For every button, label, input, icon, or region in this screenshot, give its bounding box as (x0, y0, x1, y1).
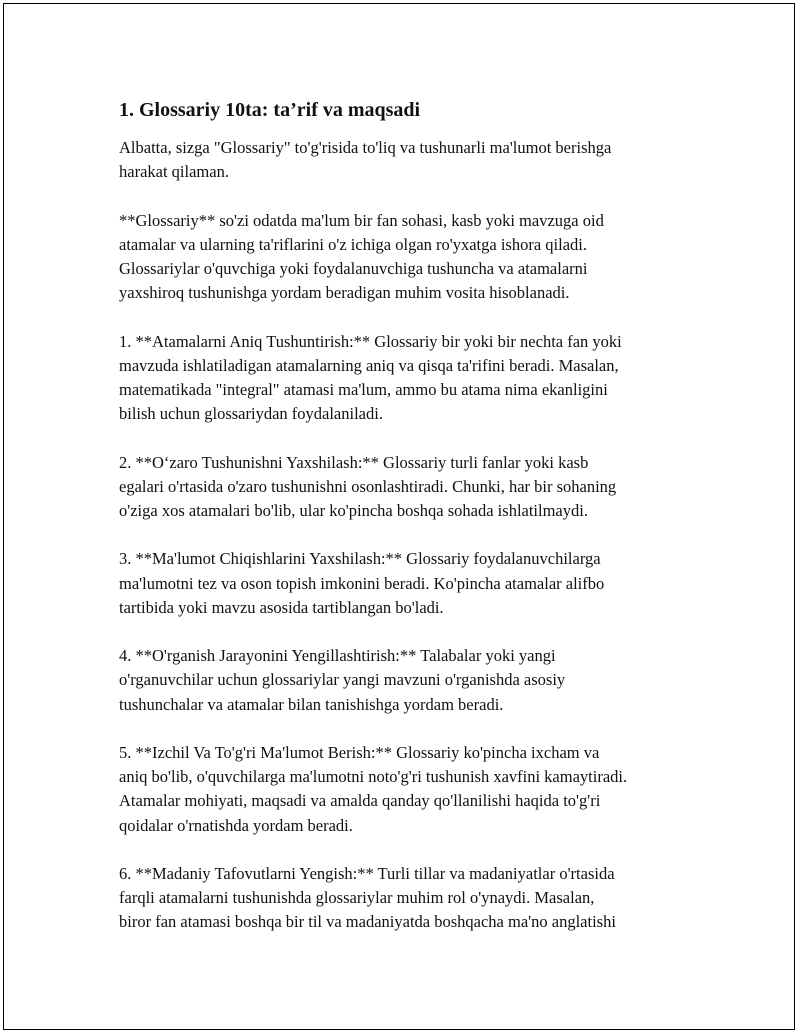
paragraph-line: ma'lumotni tez va oson topish imkonini beradi. Ko'pincha atamalar alifbo (119, 573, 605, 593)
paragraph-line: 3. **Ma'lumot Chiqishlarini Yaxshilash:** Glossariy foydalanuvchilarga (119, 549, 601, 569)
paragraph-line: 1. **Atamalarni Aniq Tushuntirish:** Glossariy bir yoki bir nechta fan yoki (119, 331, 622, 351)
paragraph-line: atamalar va ularning ta'riflarini o'z ichiga olgan ro'yxatga ishora qiladi. (119, 234, 587, 254)
document-title: 1. Glossariy 10ta: ta’rif va maqsadi (119, 99, 421, 121)
paragraph-line: Atamalar mohiyati, maqsadi va amalda qanday qo'llanilishi haqida to'g'ri (119, 791, 601, 811)
paragraph-line: o'rganuvchilar uchun glossariylar yangi mavzuni o'rganishda asosiy (119, 670, 566, 690)
paragraph (119, 451, 699, 524)
paragraph (119, 547, 699, 620)
paragraph-line: 6. **Madaniy Tafovutlarni Yengish:** Turli tillar va madaniyatlar o'rtasida (119, 863, 615, 883)
paragraph-list (119, 136, 699, 935)
paragraph-line: tartibida yoki mavzu asosida tartiblangan bo'ladi. (119, 597, 444, 617)
paragraph-line: Glossariylar o'quvchiga yoki foydalanuvchiga tushuncha va atamalarni (119, 259, 588, 278)
paragraph-line: matematikada "integral" atamasi ma'lum, ammo bu atama nima ekanligini (119, 380, 608, 399)
paragraph (119, 330, 699, 427)
paragraph-line: 5. **Izchil Va To'g'ri Ma'lumot Berish:** Glossariy ko'pincha ixcham va (119, 742, 600, 762)
paragraph-line: biror fan atamasi boshqa bir til va madaniyatda boshqacha ma'no anglatishi (119, 912, 616, 932)
paragraph (119, 741, 699, 838)
document-body (119, 96, 699, 959)
paragraph-line: o'ziga xos atamalari bo'lib, ular ko'pincha boshqa sohada ishlatilmaydi. (119, 501, 588, 520)
paragraph (119, 644, 699, 717)
paragraph-line: tushunchalar va atamalar bilan tanishishga yordam beradi. (119, 694, 504, 714)
paragraph-line: 2. **O‘zaro Tushunishni Yaxshilash:** Glossariy turli fanlar yoki kasb (119, 452, 589, 472)
paragraph-line: 4. **O'rganish Jarayonini Yengillashtirish:** Talabalar yoki yangi (119, 646, 556, 666)
paragraph-line: farqli atamalarni tushunishda glossariylar muhim rol o'ynaydi. Masalan, (119, 888, 595, 908)
paragraph (119, 862, 699, 935)
paragraph-line: egalari o'rtasida o'zaro tushunishni osonlashtiradi. Chunki, har bir sohaning (119, 476, 617, 496)
document-page (3, 3, 795, 1030)
paragraph-line: harakat qilaman. (119, 162, 229, 182)
paragraph-line: Albatta, sizga "Glossariy" to'g'risida to'liq va tushunarli ma'lumot berishga (119, 138, 612, 157)
paragraph-line: aniq bo'lib, o'quvchilarga ma'lumotni noto'g'ri tushunish xavfini kamaytiradi. (119, 767, 628, 787)
paragraph (119, 209, 699, 306)
paragraph (119, 136, 699, 184)
paragraph-line: mavzuda ishlatiladigan atamalarning aniq va qisqa ta'rifini beradi. Masalan, (119, 355, 619, 375)
paragraph-line: **Glossariy** so'zi odatda ma'lum bir fan sohasi, kasb yoki mavzuga oid (119, 210, 604, 230)
paragraph-line: yaxshiroq tushunishga yordam beradigan muhim vosita hisoblanadi. (119, 283, 570, 303)
paragraph-line: bilish uchun glossariydan foydalaniladi. (119, 404, 383, 424)
paragraph-line: qoidalar o'rnatishda yordam beradi. (119, 815, 353, 835)
